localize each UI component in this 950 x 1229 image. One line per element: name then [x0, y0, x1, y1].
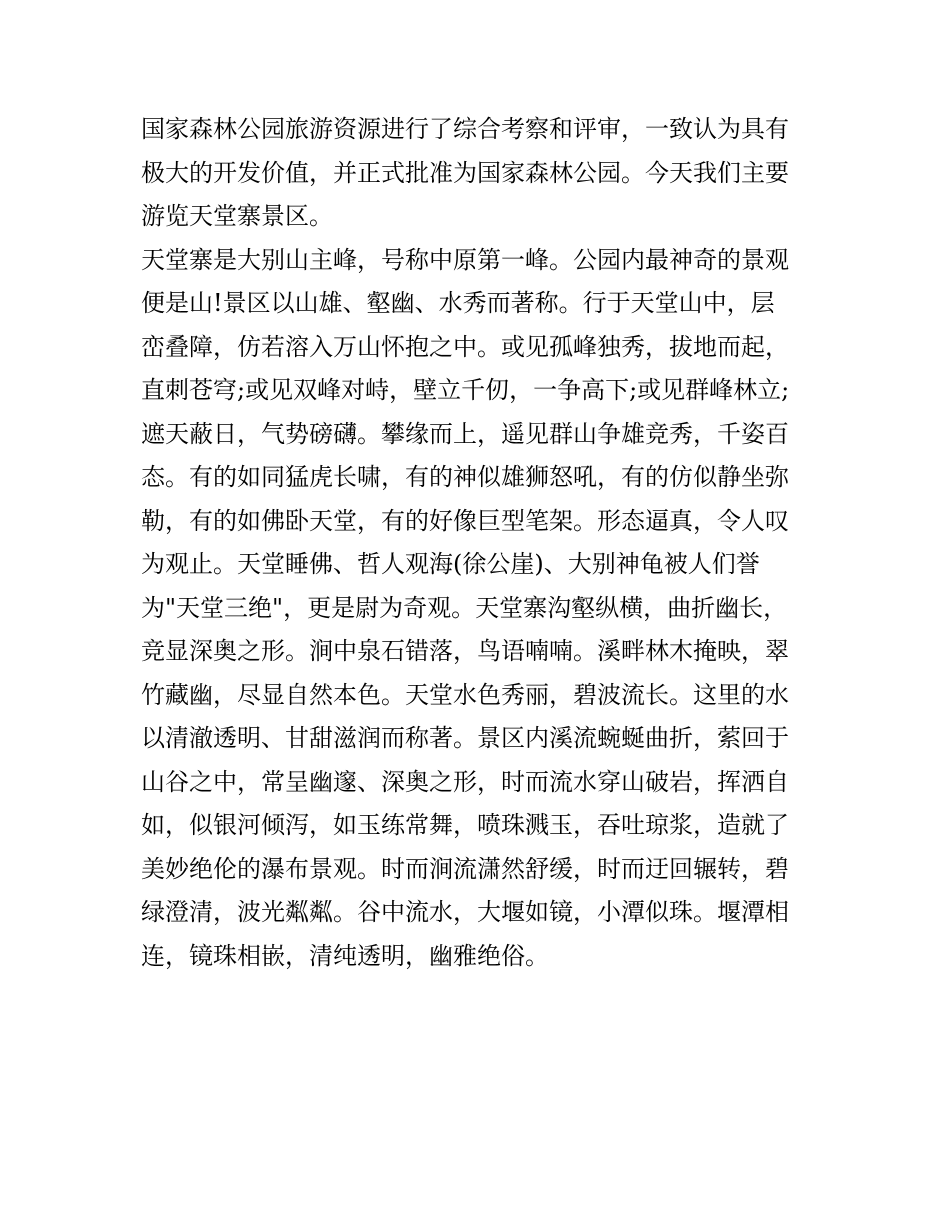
text-line: 竞显深奥之形。涧中泉石错落，鸟语喃喃。溪畔林木掩映，翠 [141, 637, 789, 665]
text-line: 为观止。天堂睡佛、哲人观海(徐公崖)、大别神龟被人们誉 [141, 550, 760, 578]
text-line: 峦叠障，仿若溶入万山怀抱之中。或见孤峰独秀，拔地而起， [141, 332, 789, 361]
body-text [141, 108, 813, 978]
text-line: 遮天蔽日，气势磅礴。攀缘而上，遥见群山争雄竞秀，千姿百 [141, 419, 789, 448]
text-line: 竹藏幽，尽显自然本色。天堂水色秀丽，碧波流长。这里的水 [141, 680, 789, 709]
text-line: 山谷之中，常呈幽邃、深奥之形，时而流水穿山破岩，挥洒自 [141, 767, 789, 796]
text-line: 态。有的如同猛虎长啸，有的神似雄狮怒吼，有的仿似静坐弥 [141, 463, 789, 491]
text-line: 美妙绝伦的瀑布景观。时而涧流潇然舒缓，时而迂回辗转，碧 [141, 854, 789, 883]
text-line: 以清澈透明、甘甜滋润而称著。景区内溪流蜿蜒曲折，萦回于 [141, 724, 789, 752]
text-line: 天堂寨是大别山主峰，号称中原第一峰。公园内最神奇的景观 [141, 245, 789, 274]
text-line: 极大的开发价值，并正式批准为国家森林公园。今天我们主要 [141, 158, 789, 187]
text-line: 勒，有的如佛卧天堂，有的好像巨型笔架。形态逼真，令人叹 [141, 506, 789, 535]
text-line: 为"天堂三绝"，更是尉为奇观。天堂寨沟壑纵横，曲折幽长， [141, 593, 788, 622]
text-line: 连，镜珠相嵌，清纯透明，幽雅绝俗。 [141, 941, 549, 970]
text-line: 国家森林公园旅游资源进行了综合考察和评审，一致认为具有 [141, 115, 789, 143]
text-line: 直刺苍穹;或见双峰对峙，壁立千仞，一争高下;或见群峰林立; [141, 376, 790, 404]
text-line: 游览天堂寨景区。 [141, 202, 333, 230]
text-line: 绿澄清，波光粼粼。谷中流水，大堰如镜，小潭似珠。堰潭相 [141, 898, 789, 926]
text-line: 如，似银河倾泻，如玉练常舞，喷珠溅玉，吞吐琼浆，造就了 [141, 811, 789, 839]
text-line: 便是山!景区以山雄、壑幽、水秀而著称。行于天堂山中，层 [141, 289, 775, 317]
